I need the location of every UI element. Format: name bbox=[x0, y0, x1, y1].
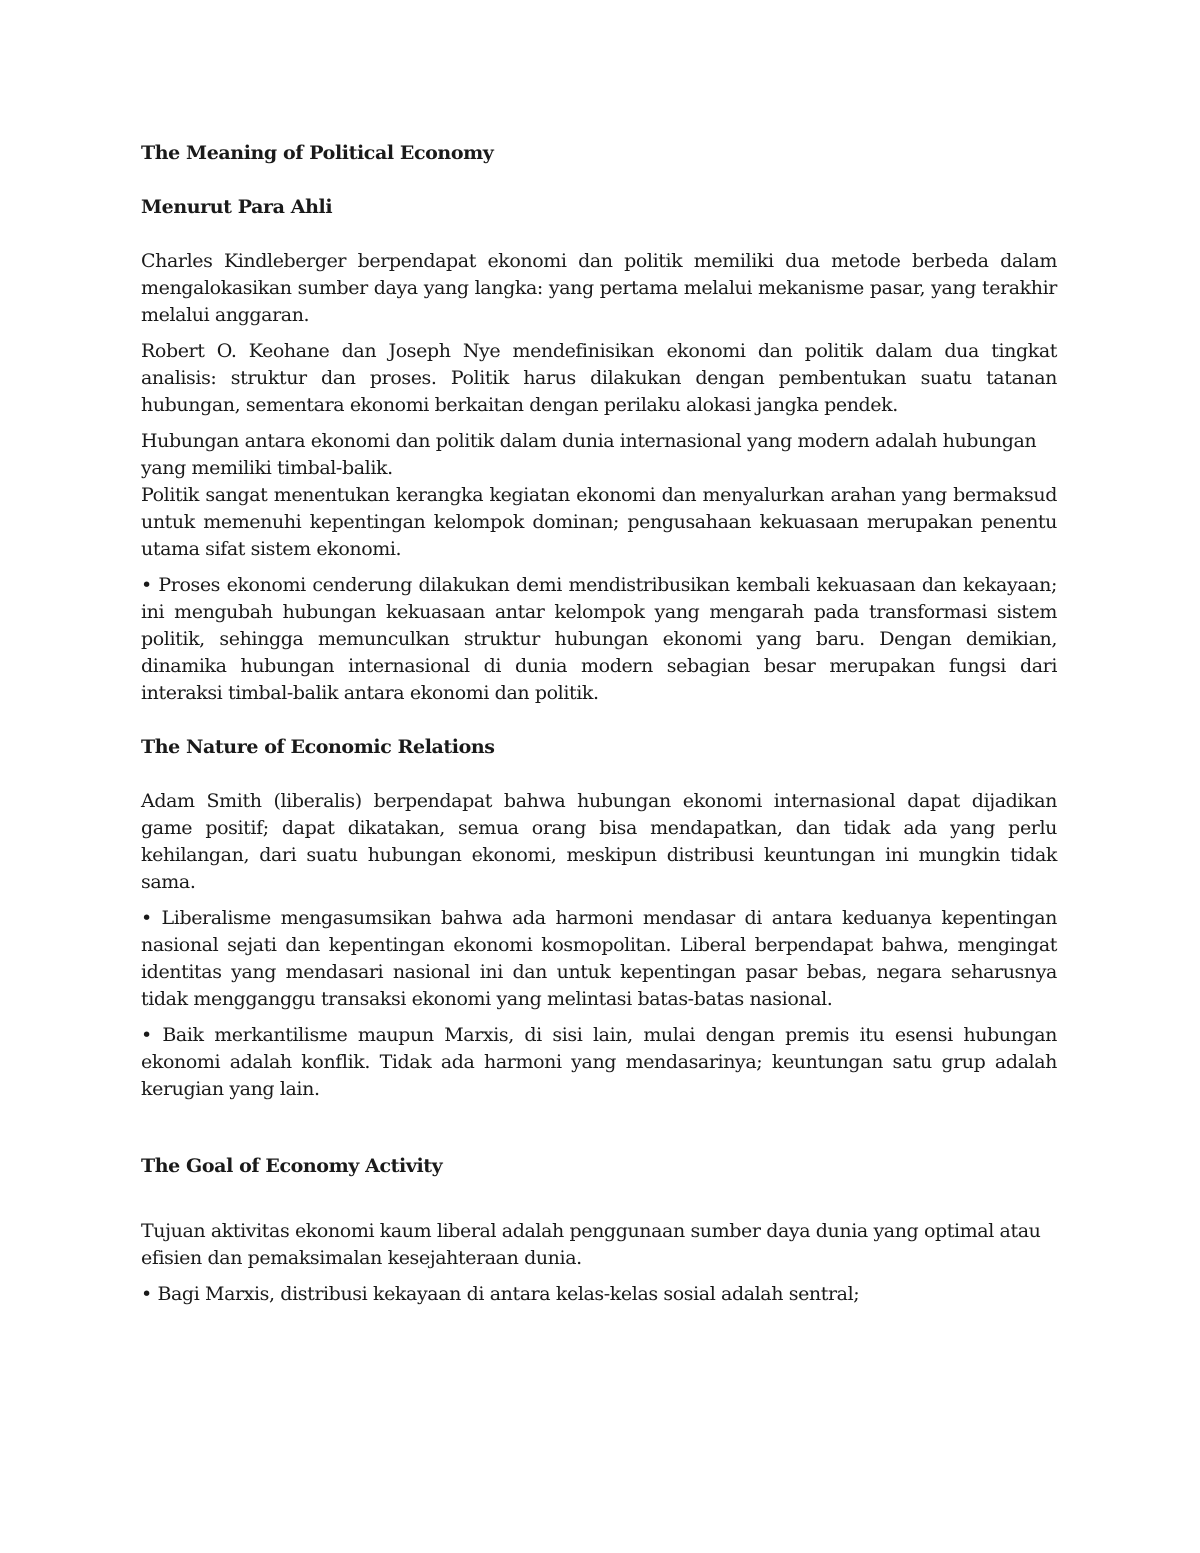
paragraph-kindleberger: Charles Kindleberger berpendapat ekonomi dan politik memiliki dua metode berbeda dalam mengalokasikan sumber daya yang langka: yang pertama melalui mekanisme pasar, yang terakhir melalui anggaran. bbox=[141, 250, 1057, 326]
document-body bbox=[141, 140, 1057, 1308]
paragraph-hubungan-timbal-balik: Hubungan antara ekonomi dan politik dalam dunia internasional yang modern adalah hubungan yang memiliki timbal-balik. bbox=[141, 430, 1037, 479]
paragraph-tujuan-aktivitas-ekonomi: Tujuan aktivitas ekonomi kaum liberal adalah penggunaan sumber daya dunia yang optimal atau efisien dan pemaksimalan kesejahteraan dunia. bbox=[141, 1220, 1041, 1269]
paragraph-adam-smith: Adam Smith (liberalis) berpendapat bahwa hubungan ekonomi internasional dapat dijadikan game positif; dapat dikatakan, semua orang bisa mendapatkan, dan tidak ada yang perlu kehilangan, dari suatu hubungan ekonomi, meskipun distribusi keuntungan ini mungkin tidak sama. bbox=[141, 790, 1057, 893]
heading-nature-of-economic-relations: The Nature of Economic Relations bbox=[141, 736, 495, 758]
bullet-bagi-marxis: • Bagi Marxis, distribusi kekayaan di antara kelas-kelas sosial adalah sentral; bbox=[141, 1283, 860, 1305]
bullet-proses-ekonomi: • Proses ekonomi cenderung dilakukan demi mendistribusikan kembali kekuasaan dan kekayaan; ini mengubah hubungan kekuasaan antar kelompok yang mengarah pada transformasi sistem politik, sehingga memunculkan struktur hubungan ekonomi yang baru. Dengan demikian, dinamika hubungan internasional di dunia modern sebagian besar merupakan fungsi dari interaksi timbal-balik antara ekonomi dan politik. bbox=[141, 574, 1057, 704]
heading-goal-of-economy-activity: The Goal of Economy Activity bbox=[141, 1155, 443, 1177]
paragraph-keohane-nye: Robert O. Keohane dan Joseph Nye mendefinisikan ekonomi dan politik dalam dua tingkat analisis: struktur dan proses. Politik harus dilakukan dengan pembentukan suatu tatanan hubungan, sementara ekonomi berkaitan dengan perilaku alokasi jangka pendek. bbox=[141, 340, 1057, 416]
bullet-liberalisme: • Liberalisme mengasumsikan bahwa ada harmoni mendasar di antara keduanya kepentingan nasional sejati dan kepentingan ekonomi kosmopolitan. Liberal berpendapat bahwa, mengingat identitas yang mendasari nasional ini dan untuk kepentingan pasar bebas, negara seharusnya tidak mengganggu transaksi ekonomi yang melintasi batas-batas nasional. bbox=[141, 907, 1057, 1010]
subheading-menurut-para-ahli: Menurut Para Ahli bbox=[141, 196, 333, 218]
paragraph-politik-menentukan: Politik sangat menentukan kerangka kegiatan ekonomi dan menyalurkan arahan yang bermaksud untuk memenuhi kepentingan kelompok dominan; pengusahaan kekuasaan merupakan penentu utama sifat sistem ekonomi. bbox=[141, 484, 1057, 560]
heading-meaning-of-political-economy: The Meaning of Political Economy bbox=[141, 142, 494, 164]
bullet-merkantilisme-marxis: • Baik merkantilisme maupun Marxis, di sisi lain, mulai dengan premis itu esensi hubungan ekonomi adalah konflik. Tidak ada harmoni yang mendasarinya; keuntungan satu grup adalah kerugian yang lain. bbox=[141, 1024, 1057, 1100]
